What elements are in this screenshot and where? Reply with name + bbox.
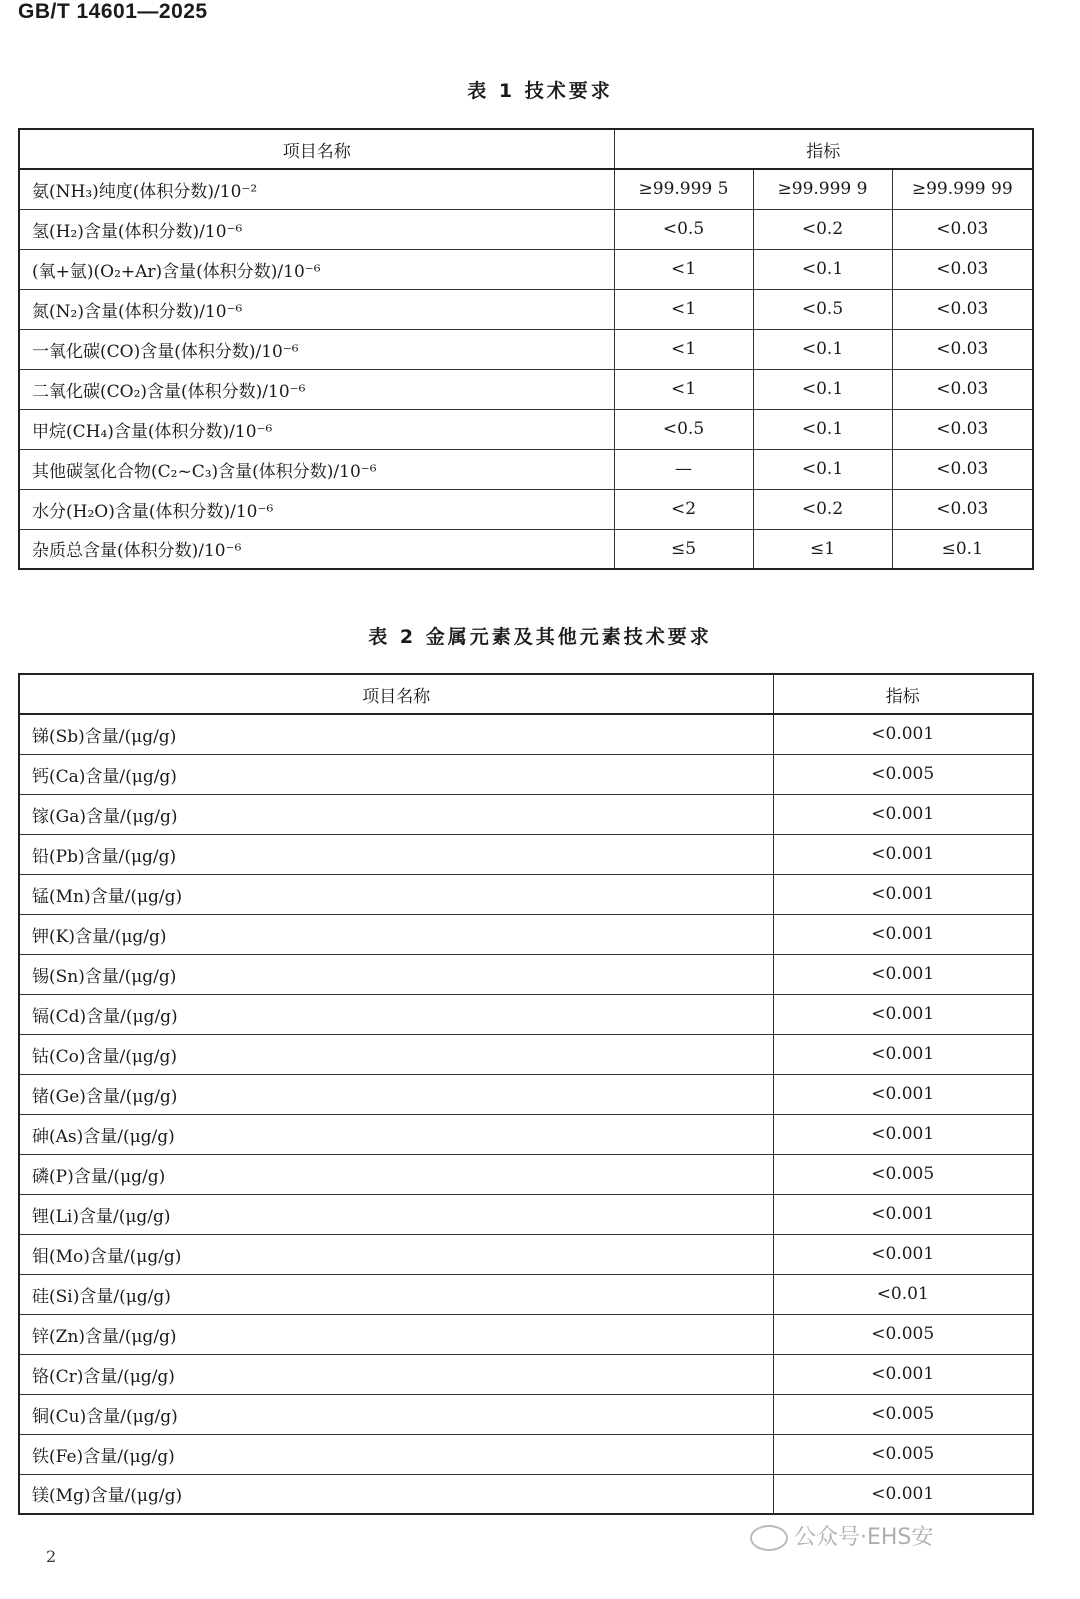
table1-col-index-header: 指标 bbox=[614, 129, 1033, 169]
table2-item-name: 硅(Si)含量/(μg/g) bbox=[19, 1274, 773, 1314]
table2-item-name: 铅(Pb)含量/(μg/g) bbox=[19, 834, 773, 874]
table2-header-row bbox=[19, 674, 1033, 714]
table2-item-name: 镓(Ga)含量/(μg/g) bbox=[19, 794, 773, 834]
table2-index-value: <0.001 bbox=[773, 954, 1033, 994]
table-row bbox=[19, 249, 1033, 289]
table-row bbox=[19, 874, 1033, 914]
table1-index-value: <0.1 bbox=[753, 249, 892, 289]
table-row bbox=[19, 714, 1033, 754]
table1-index-value: <0.1 bbox=[753, 449, 892, 489]
table2-index-value: <0.001 bbox=[773, 1114, 1033, 1154]
table-row bbox=[19, 1274, 1033, 1314]
table2-index-value: <0.001 bbox=[773, 714, 1033, 754]
table1-item-name: 一氧化碳(CO)含量(体积分数)/10⁻⁶ bbox=[19, 329, 614, 369]
table2-index-value: <0.001 bbox=[773, 1194, 1033, 1234]
table1-index-value: <1 bbox=[614, 369, 753, 409]
table1-index-value: ≥99.999 5 bbox=[614, 169, 753, 209]
table1-index-value: <0.03 bbox=[892, 489, 1033, 529]
table1-index-value: <1 bbox=[614, 329, 753, 369]
table2-index-value: <0.001 bbox=[773, 1354, 1033, 1394]
table-row bbox=[19, 794, 1033, 834]
table2-title: 表 2 金属元素及其他元素技术要求 bbox=[368, 626, 712, 648]
table1-item-name: 氨(NH₃)纯度(体积分数)/10⁻² bbox=[19, 169, 614, 209]
table1-item-name: 水分(H₂O)含量(体积分数)/10⁻⁶ bbox=[19, 489, 614, 529]
table1-index-value: <2 bbox=[614, 489, 753, 529]
table1-index-value: ≤1 bbox=[753, 529, 892, 569]
table-row bbox=[19, 409, 1033, 449]
table2-item-name: 铜(Cu)含量/(μg/g) bbox=[19, 1394, 773, 1434]
wechat-icon bbox=[750, 1525, 788, 1551]
table-row bbox=[19, 914, 1033, 954]
table2-item-name: 铁(Fe)含量/(μg/g) bbox=[19, 1434, 773, 1474]
table-row bbox=[19, 954, 1033, 994]
table2-index-value: <0.01 bbox=[773, 1274, 1033, 1314]
table-row bbox=[19, 369, 1033, 409]
table-row bbox=[19, 1354, 1033, 1394]
table-row bbox=[19, 209, 1033, 249]
table-row bbox=[19, 754, 1033, 794]
table1-index-value: ≥99.999 99 bbox=[892, 169, 1033, 209]
table2-item-name: 锡(Sn)含量/(μg/g) bbox=[19, 954, 773, 994]
table2-item-name: 磷(P)含量/(μg/g) bbox=[19, 1154, 773, 1194]
table2-index-value: <0.005 bbox=[773, 1394, 1033, 1434]
page-number: 2 bbox=[46, 1547, 57, 1566]
table-row bbox=[19, 834, 1033, 874]
table2-index-value: <0.001 bbox=[773, 1074, 1033, 1114]
table1-title: 表 1 技术要求 bbox=[467, 80, 613, 102]
table1-item-name: 甲烷(CH₄)含量(体积分数)/10⁻⁶ bbox=[19, 409, 614, 449]
table2-index-value: <0.001 bbox=[773, 994, 1033, 1034]
table2-col-index-header: 指标 bbox=[773, 674, 1033, 714]
table-row bbox=[19, 1194, 1033, 1234]
table-row bbox=[19, 1434, 1033, 1474]
table-row bbox=[19, 449, 1033, 489]
table1-index-value: <0.03 bbox=[892, 449, 1033, 489]
watermark-text: 公众号·EHS安 bbox=[794, 1525, 934, 1550]
table2-item-name: 锌(Zn)含量/(μg/g) bbox=[19, 1314, 773, 1354]
table1-item-name: 氢(H₂)含量(体积分数)/10⁻⁶ bbox=[19, 209, 614, 249]
table2-index-value: <0.005 bbox=[773, 1154, 1033, 1194]
table1-col-name-header: 项目名称 bbox=[19, 129, 614, 169]
table-row bbox=[19, 1034, 1033, 1074]
table2-index-value: <0.005 bbox=[773, 754, 1033, 794]
table2-item-name: 钴(Co)含量/(μg/g) bbox=[19, 1034, 773, 1074]
table1-index-value: <0.5 bbox=[614, 409, 753, 449]
table-row bbox=[19, 994, 1033, 1034]
table1-index-value: <0.03 bbox=[892, 209, 1033, 249]
table1-index-value: ≥99.999 9 bbox=[753, 169, 892, 209]
table-row bbox=[19, 329, 1033, 369]
table1-index-value: <1 bbox=[614, 249, 753, 289]
table1-item-name: 其他碳氢化合物(C₂~C₃)含量(体积分数)/10⁻⁶ bbox=[19, 449, 614, 489]
table1-index-value: <0.5 bbox=[614, 209, 753, 249]
table1-index-value: ≤0.1 bbox=[892, 529, 1033, 569]
table2-index-value: <0.001 bbox=[773, 1234, 1033, 1274]
table2-item-name: 锗(Ge)含量/(μg/g) bbox=[19, 1074, 773, 1114]
table2-item-name: 锂(Li)含量/(μg/g) bbox=[19, 1194, 773, 1234]
table2-item-name: 锰(Mn)含量/(μg/g) bbox=[19, 874, 773, 914]
table2-index-value: <0.005 bbox=[773, 1314, 1033, 1354]
table2-index-value: <0.001 bbox=[773, 1034, 1033, 1074]
table-row bbox=[19, 1314, 1033, 1354]
table-row bbox=[19, 1474, 1033, 1514]
table1-index-value: <0.03 bbox=[892, 329, 1033, 369]
table1-index-value: <1 bbox=[614, 289, 753, 329]
table2-item-name: 钾(K)含量/(μg/g) bbox=[19, 914, 773, 954]
table-row bbox=[19, 1074, 1033, 1114]
table1-item-name: (氧+氩)(O₂+Ar)含量(体积分数)/10⁻⁶ bbox=[19, 249, 614, 289]
table1-item-name: 二氧化碳(CO₂)含量(体积分数)/10⁻⁶ bbox=[19, 369, 614, 409]
table1-index-value: <0.1 bbox=[753, 409, 892, 449]
table2-item-name: 镉(Cd)含量/(μg/g) bbox=[19, 994, 773, 1034]
table-row bbox=[19, 1154, 1033, 1194]
table-row bbox=[19, 1114, 1033, 1154]
table2-index-value: <0.005 bbox=[773, 1434, 1033, 1474]
table1-index-value: — bbox=[614, 449, 753, 489]
table2-item-name: 锑(Sb)含量/(μg/g) bbox=[19, 714, 773, 754]
table-row bbox=[19, 489, 1033, 529]
table-row bbox=[19, 1394, 1033, 1434]
table2-index-value: <0.001 bbox=[773, 874, 1033, 914]
table1-index-value: <0.1 bbox=[753, 329, 892, 369]
table1-item-name: 氮(N₂)含量(体积分数)/10⁻⁶ bbox=[19, 289, 614, 329]
watermark bbox=[750, 1520, 933, 1551]
table1-index-value: <0.03 bbox=[892, 249, 1033, 289]
table1-index-value: <0.2 bbox=[753, 489, 892, 529]
table2-item-name: 钙(Ca)含量/(μg/g) bbox=[19, 754, 773, 794]
table1-header-row bbox=[19, 129, 1033, 169]
table2-item-name: 镁(Mg)含量/(μg/g) bbox=[19, 1474, 773, 1514]
table2-item-name: 砷(As)含量/(μg/g) bbox=[19, 1114, 773, 1154]
table1-item-name: 杂质总含量(体积分数)/10⁻⁶ bbox=[19, 529, 614, 569]
table1-index-value: ≤5 bbox=[614, 529, 753, 569]
table2-item-name: 铬(Cr)含量/(μg/g) bbox=[19, 1354, 773, 1394]
table1-index-value: <0.03 bbox=[892, 289, 1033, 329]
table1-index-value: <0.1 bbox=[753, 369, 892, 409]
table2-index-value: <0.001 bbox=[773, 914, 1033, 954]
table-row bbox=[19, 529, 1033, 569]
table-row bbox=[19, 289, 1033, 329]
standard-code: GB/T 14601—2025 bbox=[18, 0, 208, 23]
table2 bbox=[18, 673, 1034, 1515]
table2-col-name-header: 项目名称 bbox=[19, 674, 773, 714]
table-row bbox=[19, 1234, 1033, 1274]
table1 bbox=[18, 128, 1034, 570]
table2-index-value: <0.001 bbox=[773, 794, 1033, 834]
table2-index-value: <0.001 bbox=[773, 1474, 1033, 1514]
table1-index-value: <0.2 bbox=[753, 209, 892, 249]
table1-index-value: <0.03 bbox=[892, 409, 1033, 449]
table2-item-name: 钼(Mo)含量/(μg/g) bbox=[19, 1234, 773, 1274]
table1-index-value: <0.5 bbox=[753, 289, 892, 329]
table-row bbox=[19, 169, 1033, 209]
table1-index-value: <0.03 bbox=[892, 369, 1033, 409]
table2-index-value: <0.001 bbox=[773, 834, 1033, 874]
